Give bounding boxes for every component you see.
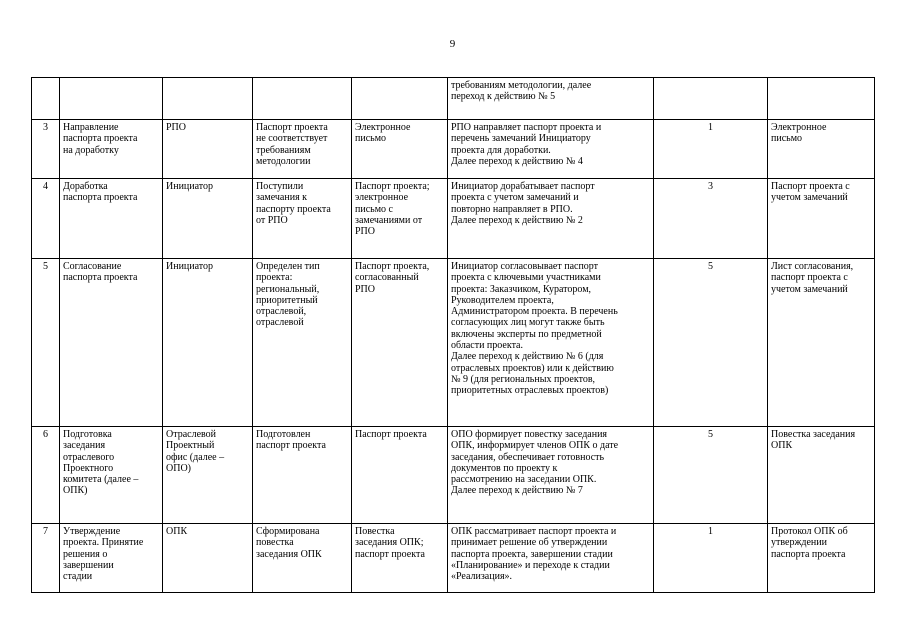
page-number: 9 — [449, 38, 456, 50]
responsible-party: Отраслевой Проектный офис (далее – ОПО) — [163, 427, 253, 524]
responsible-party: Инициатор — [163, 179, 253, 259]
action-description: Инициатор согласовывает паспорт проекта с ключевыми участниками проекта: Заказчиком, Куратором, Руководителем проекта, Администратором проекта. В перечень согласующих лиц могут также быть включены эксперты по предметной области проекта. Далее переход к действию № 6 (для отраслевых проектов) или к действию № 9 (для региональных проектов, приоритетных отраслевых проектов) — [448, 259, 654, 427]
row-number: 7 — [32, 524, 60, 593]
row-number: 3 — [32, 120, 60, 179]
output-documents — [768, 78, 875, 120]
output-documents: Протокол ОПК об утверждении паспорта проекта — [768, 524, 875, 593]
duration-days: 3 — [654, 179, 768, 259]
action-description: ОПО формирует повестку заседания ОПК, информирует членов ОПК о дате заседания, обеспечивает готовность документов по проекту к рассмотрению на заседании ОПК. Далее переход к действию № 7 — [448, 427, 654, 524]
duration-days: 1 — [654, 120, 768, 179]
start-condition: Поступили замечания к паспорту проекта от РПО — [253, 179, 352, 259]
action-name: Согласование паспорта проекта — [60, 259, 163, 427]
table-row — [32, 427, 875, 524]
action-description: Инициатор дорабатывает паспорт проекта с учетом замечаний и повторно направляет в РПО. Далее переход к действию № 2 — [448, 179, 654, 259]
table-row — [32, 179, 875, 259]
responsible-party: ОПК — [163, 524, 253, 593]
action-name: Направление паспорта проекта на доработку — [60, 120, 163, 179]
row-number: 6 — [32, 427, 60, 524]
start-condition: Сформирована повестка заседания ОПК — [253, 524, 352, 593]
start-condition — [253, 78, 352, 120]
input-documents: Паспорт проекта; электронное письмо с замечаниями от РПО — [352, 179, 448, 259]
action-description: РПО направляет паспорт проекта и перечень замечаний Инициатору проекта для доработки. Далее переход к действию № 4 — [448, 120, 654, 179]
output-documents: Электронное письмо — [768, 120, 875, 179]
start-condition: Паспорт проекта не соответствует требованиям методологии — [253, 120, 352, 179]
input-documents: Повестка заседания ОПК; паспорт проекта — [352, 524, 448, 593]
input-documents: Паспорт проекта, согласованный РПО — [352, 259, 448, 427]
table-row — [32, 259, 875, 427]
table-row — [32, 120, 875, 179]
action-description: требованиям методологии, далее переход к действию № 5 — [448, 78, 654, 120]
output-documents: Паспорт проекта с учетом замечаний — [768, 179, 875, 259]
output-documents: Лист согласования, паспорт проекта с учетом замечаний — [768, 259, 875, 427]
responsible-party: Инициатор — [163, 259, 253, 427]
duration-days: 5 — [654, 259, 768, 427]
duration-days — [654, 78, 768, 120]
duration-days: 1 — [654, 524, 768, 593]
action-description: ОПК рассматривает паспорт проекта и принимает решение об утверждении паспорта проекта, завершении стадии «Планирование» и переходе к стадии «Реализация». — [448, 524, 654, 593]
table-row — [32, 78, 875, 120]
output-documents: Повестка заседания ОПК — [768, 427, 875, 524]
input-documents: Паспорт проекта — [352, 427, 448, 524]
start-condition: Определен тип проекта: региональный, приоритетный отраслевой, отраслевой — [253, 259, 352, 427]
input-documents — [352, 78, 448, 120]
process-table — [31, 77, 875, 593]
responsible-party: РПО — [163, 120, 253, 179]
action-name: Утверждение проекта. Принятие решения о завершении стадии — [60, 524, 163, 593]
action-name — [60, 78, 163, 120]
start-condition: Подготовлен паспорт проекта — [253, 427, 352, 524]
row-number — [32, 78, 60, 120]
action-name: Подготовка заседания отраслевого Проектного комитета (далее – ОПК) — [60, 427, 163, 524]
duration-days: 5 — [654, 427, 768, 524]
table-row — [32, 524, 875, 593]
action-name: Доработка паспорта проекта — [60, 179, 163, 259]
input-documents: Электронное письмо — [352, 120, 448, 179]
row-number: 5 — [32, 259, 60, 427]
row-number: 4 — [32, 179, 60, 259]
responsible-party — [163, 78, 253, 120]
